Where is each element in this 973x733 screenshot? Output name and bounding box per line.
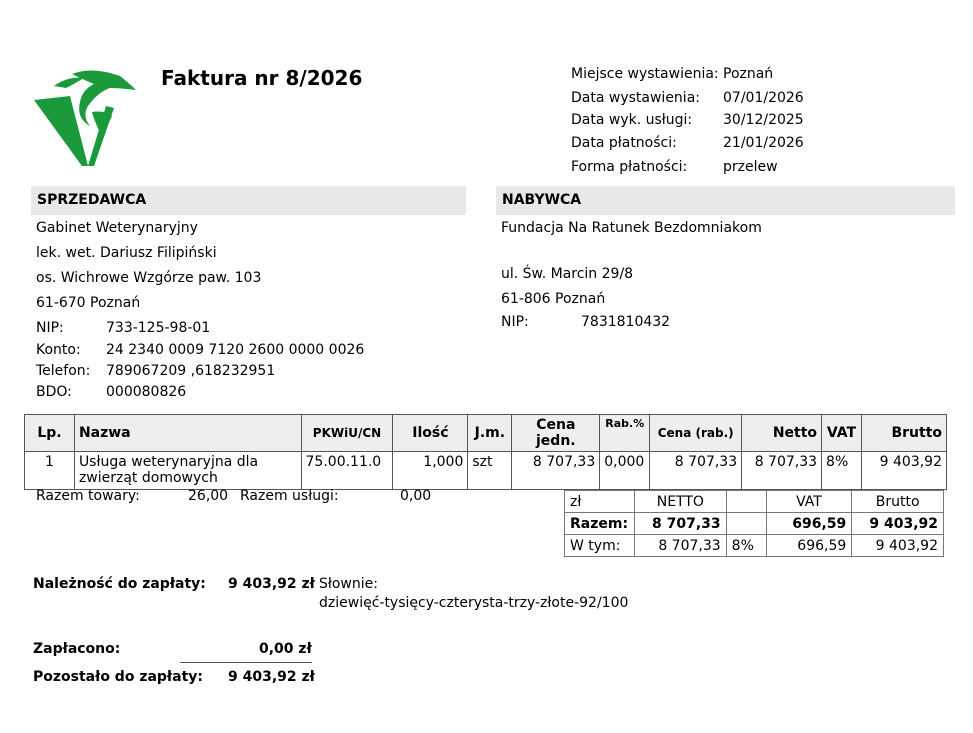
summary-table — [564, 490, 944, 557]
summary-empty-cell — [726, 491, 766, 513]
summary-breakdown-row — [565, 535, 944, 557]
col-header-unit: J.m. — [468, 415, 512, 452]
items-table — [24, 414, 947, 490]
buyer-nip-label: NIP: — [501, 314, 529, 330]
col-header-discount: Rab.% — [600, 415, 650, 452]
divider-line — [180, 662, 312, 663]
seller-bdo-value: 000080826 — [106, 384, 187, 400]
meta-issue-date-label: Data wystawienia: — [571, 90, 700, 106]
paid-label: Zapłacono: — [33, 641, 121, 657]
summary-header-row — [565, 491, 944, 513]
seller-account-value: 24 2340 0009 7120 2600 0000 0026 — [106, 342, 365, 358]
cell-name — [74, 452, 301, 490]
cell-net: 8 707,33 — [742, 452, 822, 490]
amount-due-value: 9 403,92 zł — [228, 576, 315, 592]
summary-empty-cell — [726, 513, 766, 535]
buyer-nip-value: 7831810432 — [581, 314, 671, 330]
summary-breakdown-vat: 696,59 — [766, 535, 852, 557]
summary-total-row — [565, 513, 944, 535]
cell-discounted-price: 8 707,33 — [650, 452, 742, 490]
meta-place-value: Poznań — [723, 66, 774, 82]
meta-payment-method-label: Forma płatności: — [571, 159, 688, 175]
seller-phone-value: 789067209 ,618232951 — [106, 363, 276, 379]
seller-nip-value: 733-125-98-01 — [106, 320, 211, 336]
remaining-label: Pozostało do zapłaty: — [33, 669, 203, 685]
summary-total-gross: 9 403,92 — [852, 513, 944, 535]
cell-qty: 1,000 — [393, 452, 468, 490]
seller-nip-label: NIP: — [36, 320, 64, 336]
clinic-logo — [32, 66, 136, 166]
services-total-label: Razem usługi: — [240, 488, 339, 504]
table-row — [25, 452, 947, 490]
meta-service-date-value: 30/12/2025 — [723, 112, 804, 128]
cell-name-line1: Usługa weterynaryjna dla — [78, 454, 259, 470]
summary-breakdown-net: 8 707,33 — [634, 535, 726, 557]
seller-line: Gabinet Weterynaryjny — [36, 220, 198, 236]
meta-payment-date-label: Data płatności: — [571, 135, 677, 151]
items-header-row — [25, 415, 947, 452]
meta-issue-date-value: 07/01/2026 — [723, 90, 804, 106]
col-header-unit-price: Cena jedn. — [512, 415, 600, 452]
col-header-lp: Lp. — [25, 415, 75, 452]
goods-total-label: Razem towary: — [36, 488, 140, 504]
meta-place-label: Miejsce wystawienia: — [571, 66, 719, 82]
seller-bdo-label: BDO: — [36, 384, 72, 400]
summary-total-net: 8 707,33 — [634, 513, 726, 535]
seller-line: 61-670 Poznań — [36, 295, 141, 311]
summary-breakdown-gross: 9 403,92 — [852, 535, 944, 557]
col-header-name: Nazwa — [74, 415, 301, 452]
seller-line: lek. wet. Dariusz Filipiński — [36, 245, 217, 261]
goods-total-value: 26,00 — [188, 488, 229, 504]
summary-breakdown-label: W tym: — [565, 535, 635, 557]
amount-words-label: Słownie: — [319, 576, 378, 592]
seller-account-label: Konto: — [36, 342, 81, 358]
seller-phone-label: Telefon: — [36, 363, 91, 379]
summary-total-label: Razem: — [565, 513, 635, 535]
seller-heading: SPRZEDAWCA — [31, 186, 466, 215]
col-header-net: Netto — [742, 415, 822, 452]
buyer-line: 61-806 Poznań — [501, 291, 606, 307]
buyer-line: ul. Św. Marcin 29/8 — [501, 266, 634, 282]
buyer-line: Fundacja Na Ratunek Bezdomniakom — [501, 220, 762, 236]
summary-total-vat: 696,59 — [766, 513, 852, 535]
services-total-value: 0,00 — [400, 488, 432, 504]
col-header-gross: Brutto — [862, 415, 947, 452]
summary-currency: zł — [565, 491, 635, 513]
summary-vat-header: VAT — [766, 491, 852, 513]
cell-unit-price: 8 707,33 — [512, 452, 600, 490]
summary-gross-header: Brutto — [852, 491, 944, 513]
cell-gross: 9 403,92 — [862, 452, 947, 490]
paid-value: 0,00 zł — [259, 641, 312, 657]
cell-vat: 8% — [822, 452, 862, 490]
cell-discount: 0,000 — [600, 452, 650, 490]
buyer-heading: NABYWCA — [496, 186, 955, 215]
remaining-value: 9 403,92 zł — [228, 669, 315, 685]
col-header-discounted-price: Cena (rab.) — [650, 415, 742, 452]
summary-breakdown-rate: 8% — [726, 535, 766, 557]
col-header-pkwiu: PKWiU/CN — [301, 415, 393, 452]
seller-line: os. Wichrowe Wzgórze paw. 103 — [36, 270, 262, 286]
cell-lp: 1 — [25, 452, 75, 490]
col-header-qty: Ilość — [393, 415, 468, 452]
amount-words-value: dziewięć-tysięcy-czterysta-trzy-złote-92/100 — [319, 595, 629, 611]
meta-payment-date-value: 21/01/2026 — [723, 135, 804, 151]
meta-payment-method-value: przelew — [723, 159, 778, 175]
invoice-title: Faktura nr 8/2026 — [161, 66, 363, 90]
cell-unit: szt — [468, 452, 512, 490]
meta-service-date-label: Data wyk. usługi: — [571, 112, 693, 128]
amount-due-label: Należność do zapłaty: — [33, 576, 206, 592]
col-header-vat: VAT — [822, 415, 862, 452]
cell-pkwiu: 75.00.11.0 — [301, 452, 393, 490]
summary-net-header: NETTO — [634, 491, 726, 513]
cell-name-line2: zwierząt domowych — [78, 470, 218, 486]
